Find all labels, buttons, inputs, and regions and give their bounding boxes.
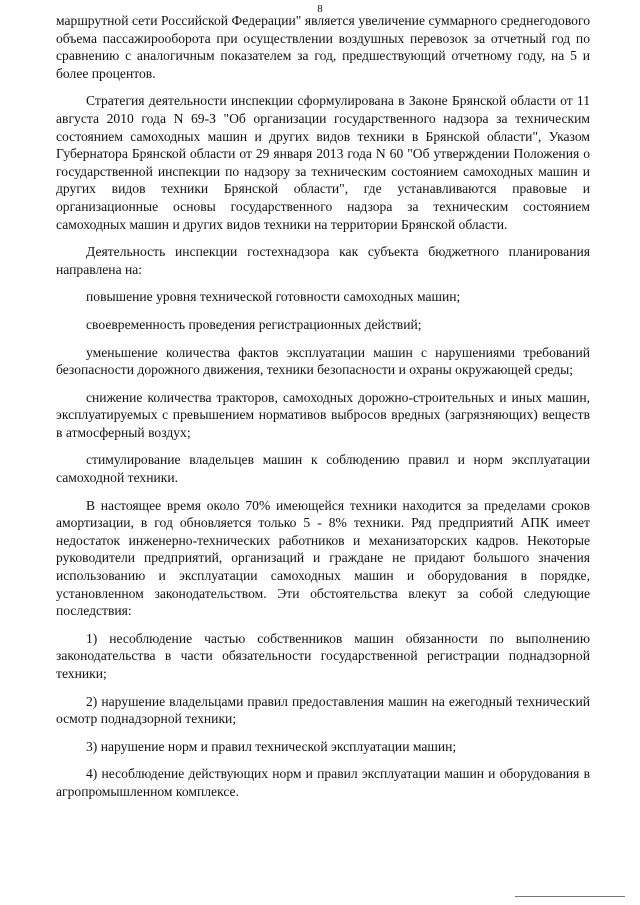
consequence-item-1: 1) несоблюдение частью собственников машин обязанности по выполнению законодательства в части обязательности государственной регистрации поднадзорной техники;: [56, 630, 590, 681]
document-body: [56, 12, 590, 811]
paragraph-current-state: В настоящее время около 70% имеющейся техники находится за пределами сроков амортизации, в год обновляется только 5 - 8% техники. Ряд предприятий АПК имеет недостаток инженерно-технических работников и механизаторских кадров. Некоторые руководители предприятий, организаций и граждане не придают большого значения использованию и эксплуатации самоходных машин и оборудования в порядке, установленном законодательством. Эти обстоятельства влекут за собой следующие последствия:: [56, 497, 590, 619]
page-number: 8: [317, 3, 323, 15]
paragraph-continuation: маршрутной сети Российской Федерации" является увеличение суммарного среднегодового объема пассажирооборота при осуществлении воздушных перевозок за отчетный год по сравнению с аналогичным показателем за год, предшествующий отчетному году, на 5 и более процентов.: [56, 13, 590, 81]
scan-artifact-line: [515, 896, 625, 897]
paragraph-strategy: Стратегия деятельности инспекции сформулирована в Законе Брянской области от 11 августа 2010 года N 69-З "Об организации государственного надзора за техническим состоянием самоходных машин и других видов техники в Брянской области", Указом Губернатора Брянской области от 29 января 2013 года N 60 "Об утверждении Положения о государственной инспекции по надзору за техническим состоянием самоходных машин и других видов техники Брянской области", где устанавливаются правовые и организационные основы государственного надзора за техническим состоянием самоходных машин и других видов техники на территории Брянской области.: [56, 93, 590, 232]
consequence-item-3: 3) нарушение норм и правил технической эксплуатации машин;: [86, 738, 457, 754]
consequence-item-4: 4) несоблюдение действующих норм и правил эксплуатации машин и оборудования в агропромышленном комплексе.: [56, 766, 590, 799]
list-item-emissions: снижение количества тракторов, самоходных дорожно-строительных и иных машин, эксплуатируемых с превышением нормативов выбросов вредных (загрязняющих) веществ в атмосферный воздух;: [56, 389, 590, 440]
paragraph-activity-intro: Деятельность инспекции гостехнадзора как субъекта бюджетного планирования направлена на:: [56, 244, 590, 277]
list-item-violations: уменьшение количества фактов эксплуатации машин с нарушениями требований безопасности дорожного движения, техники безопасности и охраны окружающей среды;: [56, 344, 590, 378]
list-item-incentives: стимулирование владельцев машин к соблюдению правил и норм эксплуатации самоходной техники.: [56, 452, 590, 486]
list-item-readiness: повышение уровня технической готовности самоходных машин;: [86, 289, 461, 305]
list-item-registration: своевременность проведения регистрационных действий;: [86, 316, 422, 332]
consequence-item-2: 2) нарушение владельцами правил предоставления машин на ежегодный технический осмотр поднадзорной техники;: [56, 693, 590, 727]
